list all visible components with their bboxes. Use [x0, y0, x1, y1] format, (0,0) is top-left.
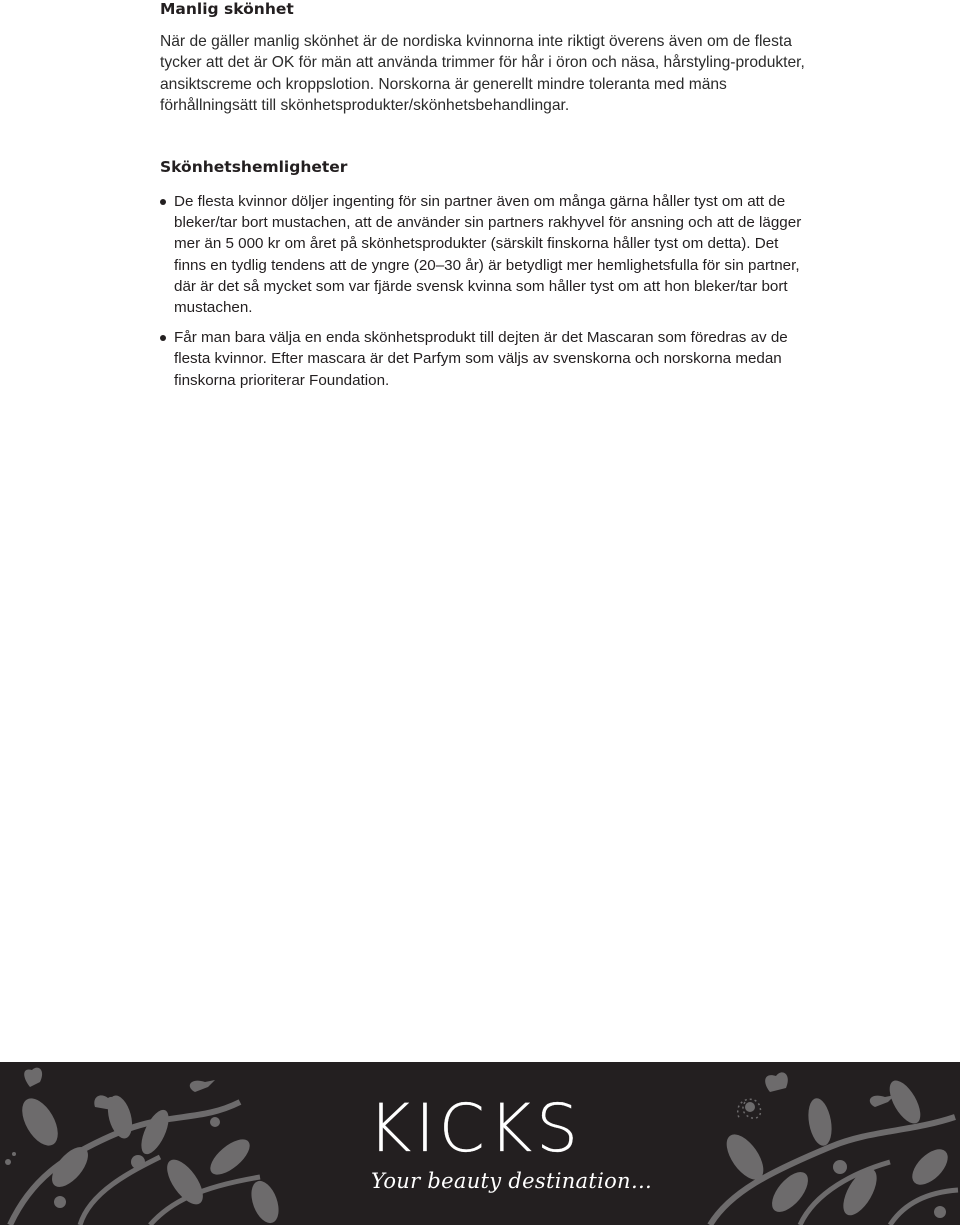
bullet-text: De flesta kvinnor döljer ingenting för sin partner även om många gärna håller tyst om att de bleker/tar bort mustachen, att de använder sin partners rakhyvel för ansning och att de lägger mer än 5 000 kr om året på skönhetsprodukter (särskilt finskorna håller tyst om detta). Det finns en tydlig tendens att de yngre (20–30 år) är betydligt mer hemlighetsfulla för sin partner, där är det så mycket som var fjärde svensk kvinna som håller tyst om att hon bleker/tar bort mustachen. [174, 193, 802, 317]
bullet-list [160, 191, 810, 400]
bullet-item [160, 327, 810, 391]
bullet-item [160, 191, 810, 318]
kicks-logo [368, 1090, 598, 1169]
section-heading-manlig-skonhet: Manlig skönhet [160, 0, 294, 18]
floral-ornament-right-icon [690, 1062, 960, 1225]
brand-tagline: Your beauty destination… [371, 1169, 653, 1193]
paragraph-text: När de gäller manlig skönhet är de nordiska kvinnorna inte riktigt överens även om de flesta tycker att det är OK för män att använda trimmer för hår i öron och näsa, hårstyling-produkter, ansiktscreme och kroppslotion. Norskorna är generellt mindre toleranta med mäns förhållningsätt till skönhetsprodukter/skönhetsbehandlingar. [160, 33, 805, 114]
bullet-icon [160, 199, 166, 205]
bullet-icon [160, 335, 166, 341]
intro-paragraph [160, 31, 810, 116]
bullet-text: Får man bara välja en enda skönhetsprodukt till dejten är det Mascaran som föredras av de flesta kvinnor. Efter mascara är det Parfym som väljs av svenskorna och norskorna medan finskorna prioriterar Foundation. [174, 329, 788, 389]
floral-ornament-left-icon [0, 1062, 290, 1225]
brand-name: KICKS [368, 1090, 583, 1167]
section-heading-skonhetshemligheter: Skönhetshemligheter [160, 158, 348, 176]
